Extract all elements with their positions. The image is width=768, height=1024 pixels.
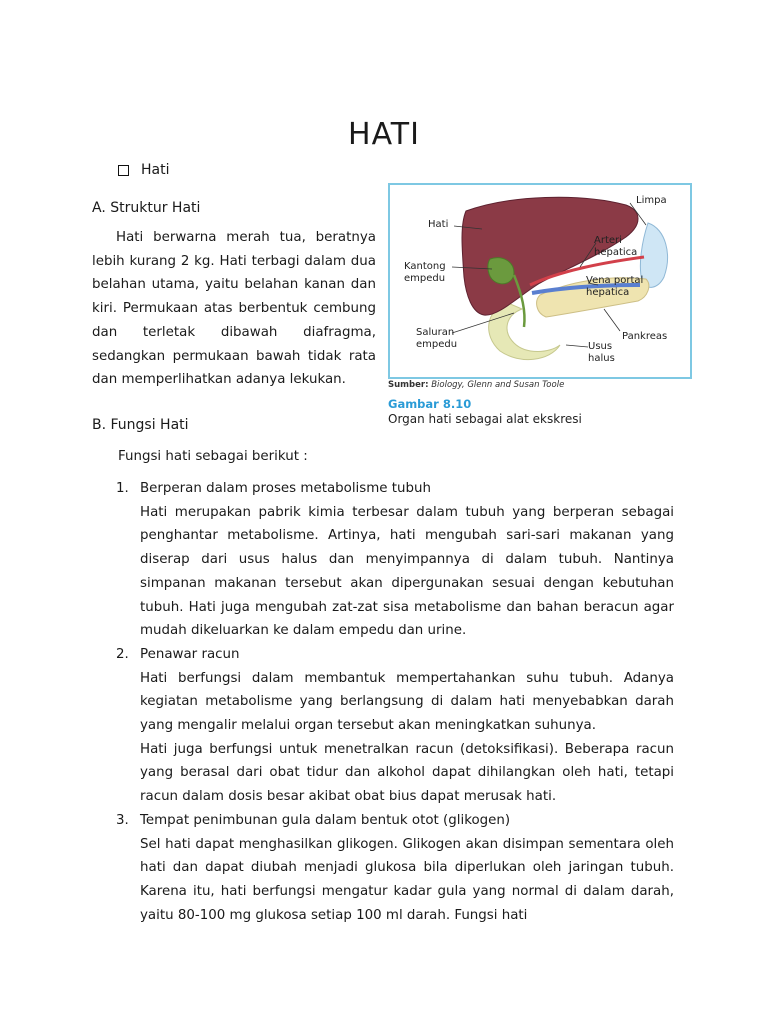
label-saluran: Saluran empedu (416, 327, 458, 350)
figure-caption: Organ hati sebagai alat ekskresi (388, 412, 582, 426)
source-text: Biology, Glenn and Susan Toole (431, 380, 565, 390)
label-arteri: Arteri hepatica (594, 235, 638, 258)
item-paragraph: Hati merupakan pabrik kimia terbesar dalam tubuh yang berperan sebagai penghantar metabolisme. Artinya, hati mengubah sari-sari makanan yang diserap dari usus halus dan menyimpannya di dalam tubuh. Nantinya simpanan makanan tersebut akan dipergunakan sesuai dengan kebutuhan tubuh. Hati juga mengubah zat-zat sisa metabolisme dan bahan beracun agar mudah dikeluarkan ke dalam empedu dan urine. (140, 504, 674, 639)
item-paragraph: Sel hati dapat menghasilkan glikogen. Glikogen akan disimpan sementara oleh hati dan dapat diubah menjadi glukosa bila diperlukan oleh jaringan tubuh. Karena itu, hati berfungsi mengatur kadar gula yang normal di dalam darah, yaitu 80-100 mg glukosa setiap 100 ml darah. Fungsi hati (140, 836, 674, 923)
list-item (92, 809, 674, 928)
label-vena: Vena portal hepatica (586, 275, 644, 298)
liver-figure (388, 183, 692, 379)
bullet-item (118, 162, 170, 178)
page-title: HATI (348, 117, 420, 152)
source-label: Sumber: (388, 380, 429, 390)
item-title: Berperan dalam proses metabolisme tubuh (140, 481, 432, 496)
bullet-label: Hati (141, 162, 170, 178)
fungsi-intro: Fungsi hati sebagai berikut : (118, 449, 308, 464)
item-title: Penawar racun (140, 646, 240, 662)
item-paragraph: Hati juga berfungsi untuk menetralkan racun (detoksifikasi). Beberapa racun yang berasal dari obat tidur dan alkohol dapat dihilangkan oleh hati, tetapi racun dalam dosis besar akibat obat bius dapat merusak hati. (140, 741, 674, 805)
fungsi-list (92, 477, 674, 927)
item-title: Tempat penimbunan gula dalam bentuk otot (glikogen) (140, 812, 511, 828)
figure-number: Gambar 8.10 (388, 397, 472, 411)
item-paragraph: Hati berfungsi dalam membantuk mempertahankan suhu tubuh. Adanya kegiatan metabolisme yang berlangsung di dalam hati menyebabkan darah yang mengalir melalui organ tersebut akan meningkatkan suhunya. (140, 670, 674, 734)
section-a-heading: A. Struktur Hati (92, 200, 201, 216)
item-number: 3. (116, 812, 129, 828)
section-b-heading: B. Fungsi Hati (92, 417, 189, 433)
label-hati: Hati (428, 219, 449, 230)
label-limpa: Limpa (636, 195, 667, 206)
intro-paragraph (92, 226, 376, 392)
label-usus: Usus halus (588, 341, 615, 364)
label-pankreas: Pankreas (622, 331, 668, 342)
label-kantong: Kantong empedu (404, 261, 446, 284)
list-item (92, 643, 674, 809)
intro-text: Hati berwarna merah tua, beratnya lebih kurang 2 kg. Hati terbagi dalam dua belahan utama, yaitu belahan kanan dan kiri. Permukaan atas berbentuk cembung dan terletak dibawah diafragma, sedangkan permukaan bawah tidak rata dan memperlihatkan adanya lekukan. (92, 230, 376, 388)
list-item (92, 477, 674, 643)
checkbox-bullet-icon (118, 165, 129, 176)
figure-source (388, 380, 564, 390)
item-number: 2. (116, 646, 129, 662)
item-number: 1. (116, 481, 129, 496)
